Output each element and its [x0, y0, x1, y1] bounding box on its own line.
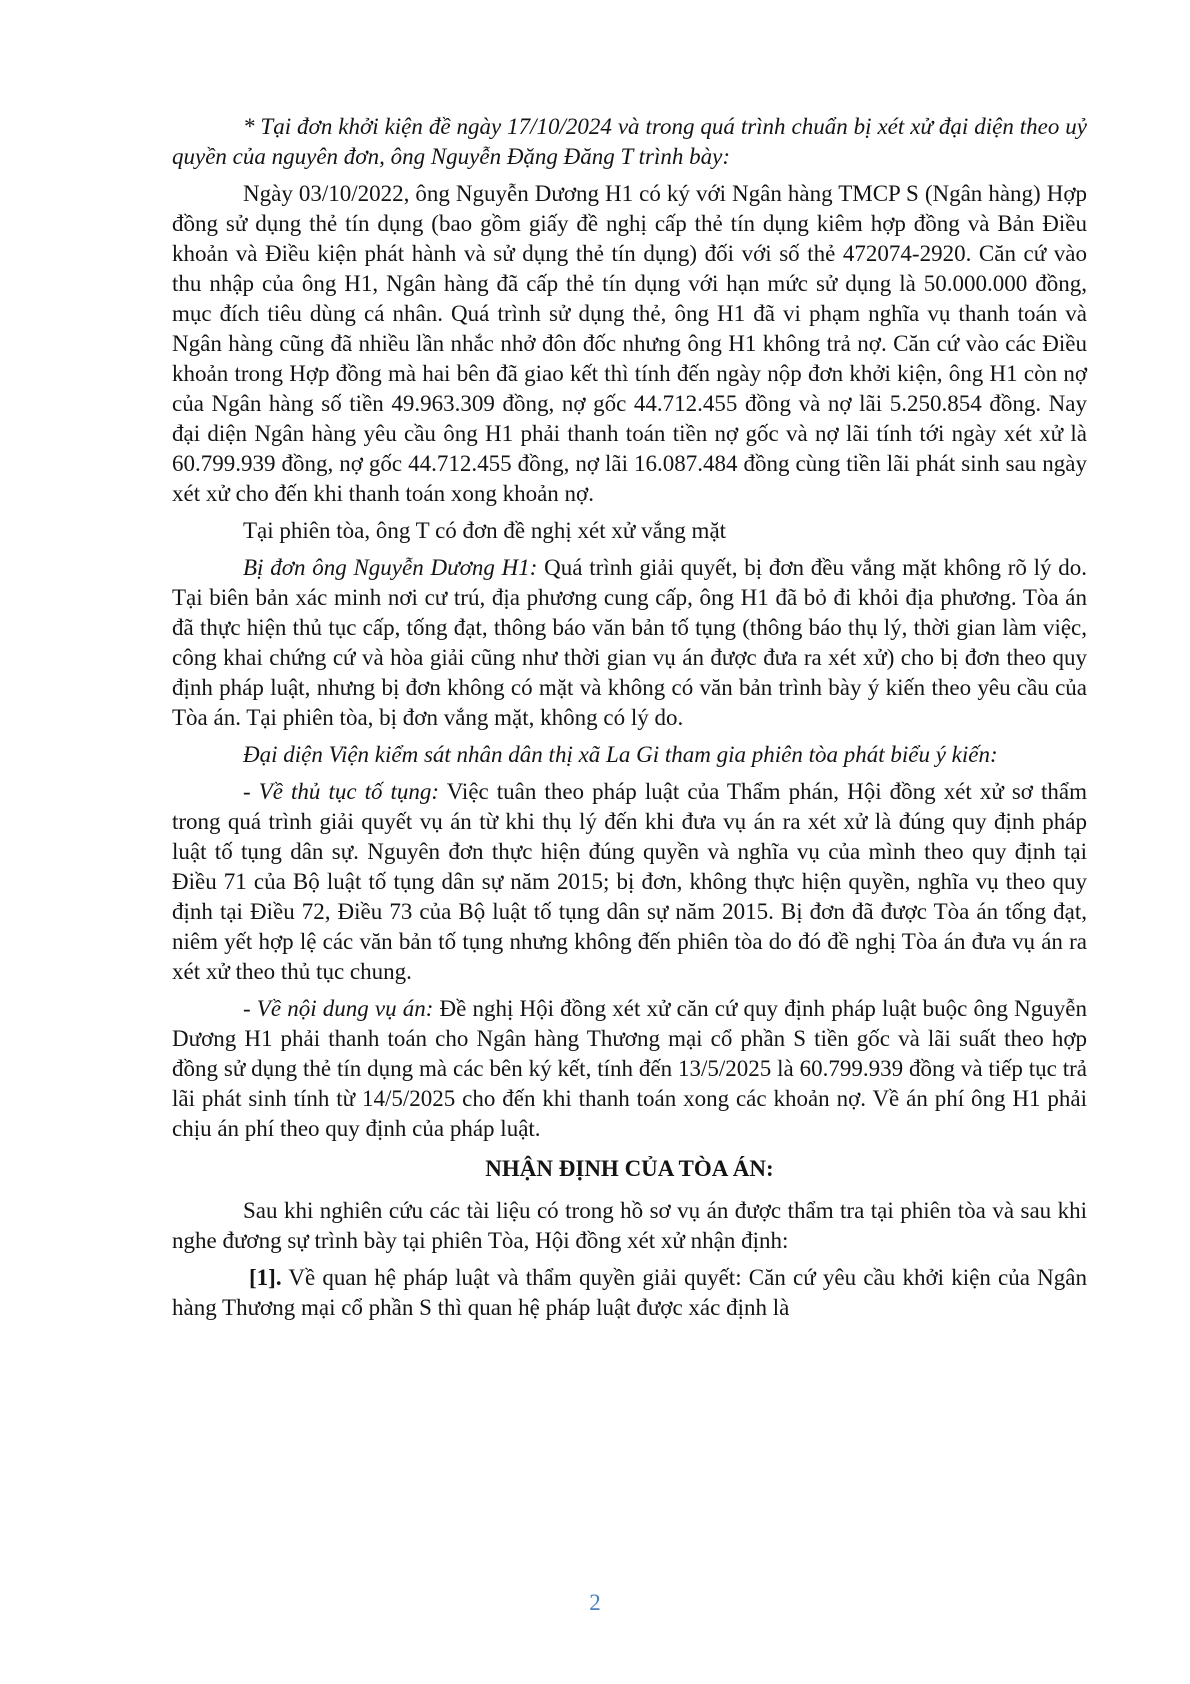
page-number: 2 [589, 1590, 601, 1615]
court-findings-heading: NHẬN ĐỊNH CỦA TÒA ÁN: [485, 1156, 774, 1181]
procedure-opinion [172, 777, 1087, 987]
finding-1-text: Về quan hệ pháp luật và thẩm quyền giải quyết: Căn cứ yêu cầu khởi kiện của Ngân hàng Thương mại cổ phần S thì quan hệ pháp luật được xác định là [172, 1265, 1087, 1320]
defendant-text: Quá trình giải quyết, bị đơn đều vắng mặt không rõ lý do. Tại biên bản xác minh nơi cư trú, địa phương cung cấp, ông H1 đã bỏ đi khỏi địa phương. Tòa án đã thực hiện thủ tục cấp, tống đạt, thông báo văn bản tố tụng (thông báo thụ lý, thời gian làm việc, công khai chứng cứ và hòa giải cũng như thời gian vụ án được đưa ra xét xử) cho bị đơn theo quy định pháp luật, nhưng bị đơn không có mặt và không có văn bản trình bày ý kiến theo yêu cầu của Tòa án. Tại phiên tòa, bị đơn vắng mặt, không có lý do. [172, 555, 1088, 730]
procuracy-opinion-intro: Đại diện Viện kiểm sát nhân dân thị xã La Gi tham gia phiên tòa phát biểu ý kiến: [243, 742, 998, 767]
plaintiff-statement-body: Ngày 03/10/2022, ông Nguyễn Dương H1 có ký với Ngân hàng TMCP S (Ngân hàng) Hợp đồng sử dụng thẻ tín dụng (bao gồm giấy đề nghị cấp thẻ tín dụng kiêm hợp đồng và Bản Điều khoản và Điều kiện phát hành và sử dụng thẻ tín dụng) đối với số thẻ 472074-2920. Căn cứ vào thu nhập của ông H1, Ngân hàng đã cấp thẻ tín dụng với hạn mức sử dụng là 50.000.000 đồng, mục đích tiêu dùng cá nhân. Quá trình sử dụng thẻ, ông H1 đã vi phạm nghĩa vụ thanh toán và Ngân hàng cũng đã nhiều lần nhắc nhở đôn đốc nhưng ông H1 không trả nợ. Căn cứ vào các Điều khoản trong Hợp đồng mà hai bên đã giao kết thì tính đến ngày nộp đơn khởi kiện, ông H1 còn nợ của Ngân hàng số tiền 49.963.309 đồng, nợ gốc 44.712.455 đồng và nợ lãi 5.250.854 đồng. Nay đại diện Ngân hàng yêu cầu ông H1 phải thanh toán tiền nợ gốc và nợ lãi tính tới ngày xét xử là 60.799.939 đồng, nợ gốc 44.712.455 đồng, nợ lãi 16.087.484 đồng cùng tiền lãi phát sinh sau ngày xét xử cho đến khi thanh toán xong khoản nợ. [172, 181, 1087, 506]
court-session-note: Tại phiên tòa, ông T có đơn đề nghị xét xử vắng mặt [243, 518, 727, 543]
content-opinion [172, 994, 1087, 1144]
content-label: - Về nội dung vụ án: [243, 996, 434, 1021]
finding-1-number: [1]. [249, 1265, 282, 1290]
finding-1 [172, 1263, 1087, 1323]
document-page [172, 112, 1087, 1330]
procedure-text: Việc tuân theo pháp luật của Thẩm phán, Hội đồng xét xử sơ thẩm trong quá trình giải quyết vụ án từ khi thụ lý đến khi đưa vụ án ra xét xử là đúng quy định pháp luật tố tụng dân sự. Nguyên đơn thực hiện đúng quyền và nghĩa vụ của mình theo quy định tại Điều 71 của Bộ luật tố tụng dân sự năm 2015; bị đơn, không thực hiện quyền, nghĩa vụ theo quy định tại Điều 72, Điều 73 của Bộ luật tố tụng dân sự năm 2015. Bị đơn đã được Tòa án tống đạt, niêm yết hợp lệ các văn bản tố tụng nhưng không đến phiên tòa do đó đề nghị Tòa án đưa vụ án ra xét xử theo thủ tục chung. [172, 779, 1087, 984]
content-text: Đề nghị Hội đồng xét xử căn cứ quy định pháp luật buộc ông Nguyễn Dương H1 phải thanh toán cho Ngân hàng Thương mại cổ phần S tiền gốc và lãi suất theo hợp đồng sử dụng thẻ tín dụng mà các bên ký kết, tính đến 13/5/2025 là 60.799.939 đồng và tiếp tục trả lãi phát sinh tính từ 14/5/2025 cho đến khi thanh toán xong các khoản nợ. Về án phí ông H1 phải chịu án phí theo quy định của pháp luật. [172, 996, 1087, 1141]
defendant-statement [172, 553, 1087, 733]
findings-intro: Sau khi nghiên cứu các tài liệu có trong hồ sơ vụ án được thẩm tra tại phiên tòa và sau khi nghe đương sự trình bày tại phiên Tòa, Hội đồng xét xử nhận định: [172, 1198, 1087, 1253]
procedure-label: - Về thủ tục tố tụng: [243, 779, 440, 804]
defendant-label: Bị đơn ông Nguyễn Dương H1: [243, 555, 538, 580]
plaintiff-statement-intro: * Tại đơn khởi kiện đề ngày 17/10/2024 và trong quá trình chuẩn bị xét xử đại diện theo uỷ quyền của nguyên đơn, ông Nguyễn Đặng Đăng T trình bày: [172, 114, 1087, 169]
